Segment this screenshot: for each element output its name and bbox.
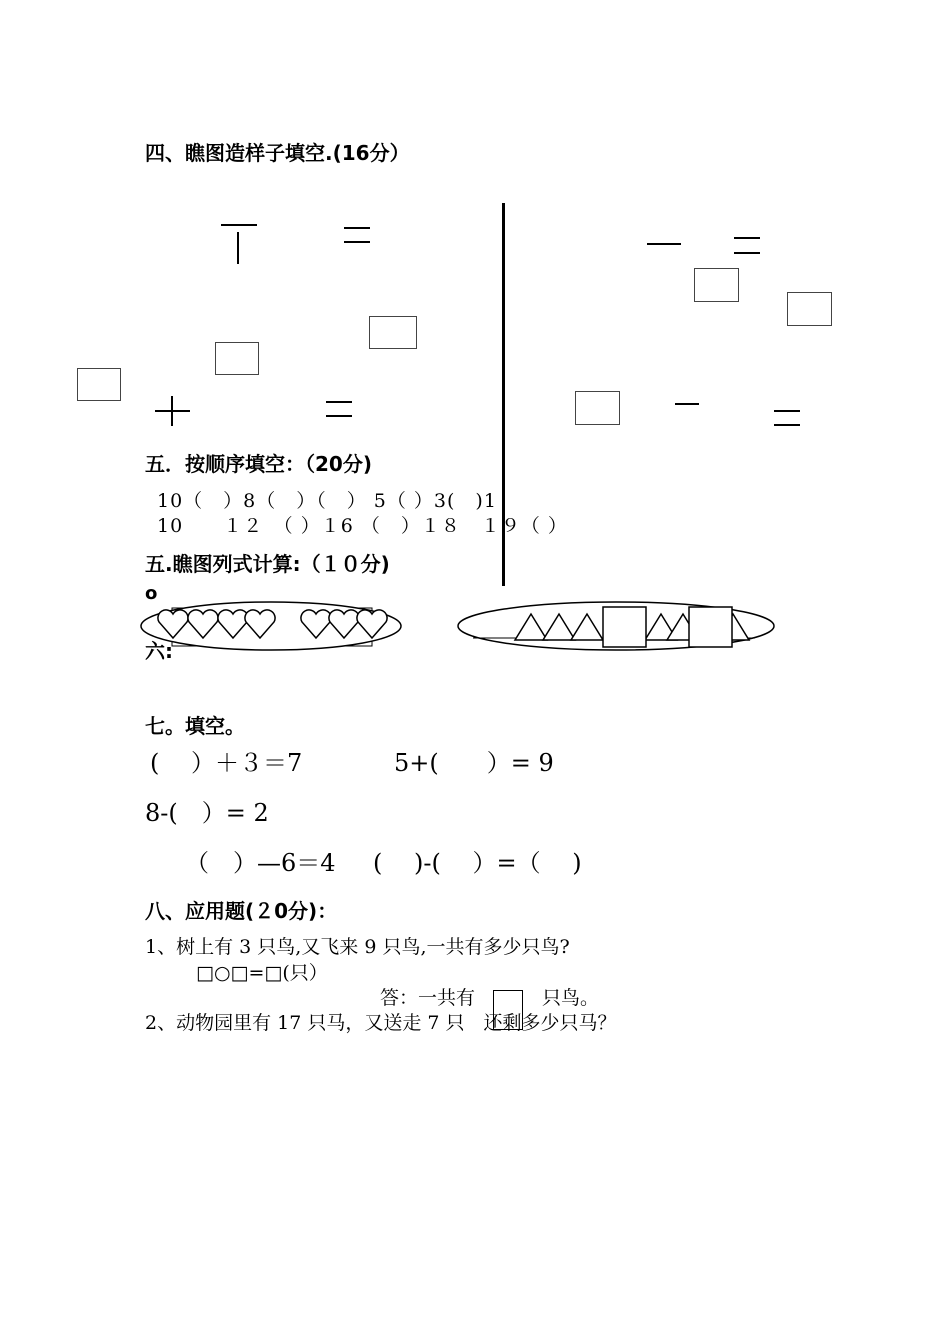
equation-2: 5+( ）= 9 bbox=[394, 749, 554, 777]
sequence-row-2: 10 １２ （ ）１6 （ ）１８ １９（ ） bbox=[157, 515, 568, 537]
answer-box bbox=[603, 607, 646, 647]
section5a-title: 五．按顺序填空：（20分) bbox=[145, 452, 372, 476]
section5b-title: 五.瞧图列式计算:（１０分) bbox=[145, 552, 390, 576]
triangles-group-illustration bbox=[455, 600, 777, 655]
question-2: 2、动物园里有 17 只马，又送走 7 只 还剩多少只马？ bbox=[145, 1012, 617, 1034]
equation-4: （ ）—6＝4 bbox=[185, 849, 336, 877]
minus-sign-right-top bbox=[647, 243, 681, 245]
question-1-answer-suffix: 只鸟。 bbox=[542, 987, 600, 1009]
question-1-formula: □○□=□(只） bbox=[196, 962, 328, 984]
equation-3: 8-( ）= 2 bbox=[145, 799, 269, 827]
answer-box[interactable] bbox=[369, 316, 417, 349]
section7-title: 七。填空。 bbox=[145, 714, 245, 738]
answer-box bbox=[689, 607, 732, 647]
equation-1: ( ）＋３＝7 bbox=[150, 749, 303, 777]
stray-mark: o bbox=[145, 583, 158, 604]
section4-title: 四、瞧图造样子填空.(16分） bbox=[145, 141, 410, 165]
hearts-group-illustration bbox=[140, 600, 405, 655]
answer-box[interactable] bbox=[215, 342, 259, 375]
answer-box[interactable] bbox=[575, 391, 620, 425]
question-1: 1、树上有 3 只鸟,又飞来 9 只鸟,一共有多少只鸟? bbox=[145, 936, 570, 958]
answer-box[interactable] bbox=[77, 368, 121, 401]
sequence-row-1: 10（ ）8（ ）（ ） 5（ ）3( )1 bbox=[157, 490, 497, 512]
answer-box[interactable] bbox=[694, 268, 739, 302]
stray-label: 六: bbox=[145, 639, 173, 663]
question-1-answer-prefix: 答：一共有 bbox=[380, 987, 476, 1009]
section8-title: 八、应用题(２0分)： bbox=[145, 899, 338, 923]
minus-sign-right-bottom bbox=[675, 403, 699, 405]
answer-box[interactable] bbox=[787, 292, 832, 326]
equation-5: ( )-( ）=（ ) bbox=[373, 849, 582, 877]
